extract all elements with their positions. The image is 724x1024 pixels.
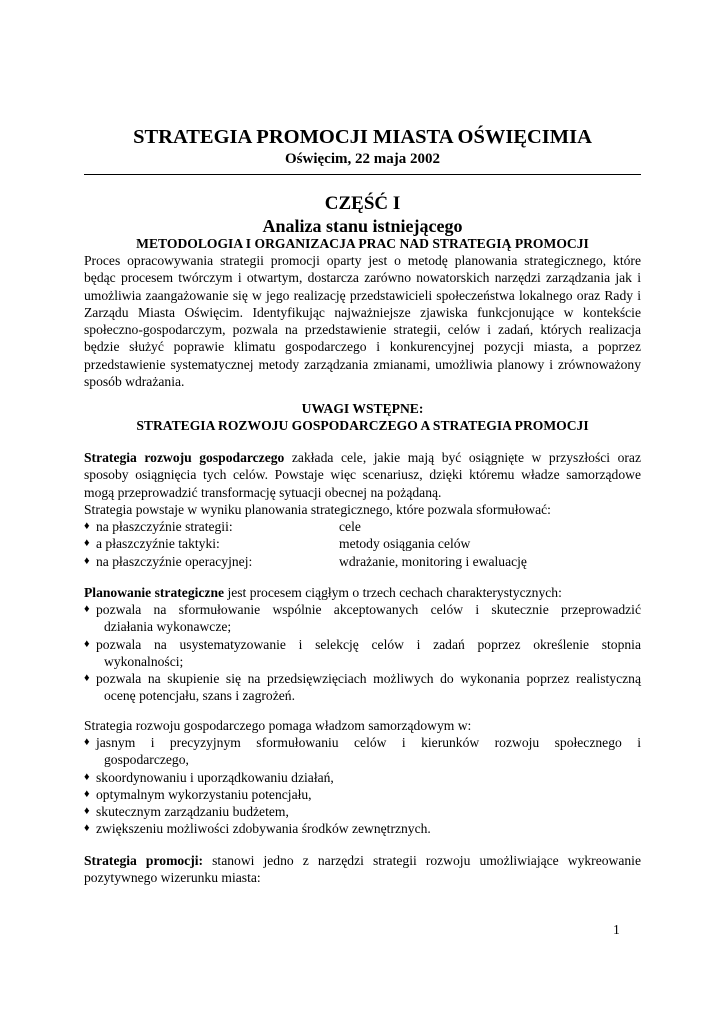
diamond-bullet-icon: ♦ — [84, 805, 90, 818]
diamond-bullet-icon: ♦ — [84, 520, 90, 532]
list-item-line1: optymalnym wykorzystaniu potencjału, — [96, 786, 312, 802]
help-list — [84, 734, 641, 838]
list-item-line1: jasnym i precyzyjnym sformułowaniu celów i kierunków rozwoju społecznego i — [96, 735, 641, 750]
list-item-line2: działania wykonawcze; — [104, 619, 232, 635]
list-item-line1: pozwala na skupienie się na przedsięwzięciach możliwych do wykonania poprzez realistyczną — [96, 671, 641, 687]
list-item — [84, 769, 641, 786]
list-item — [84, 636, 641, 671]
list-item — [84, 601, 641, 636]
section1-heading: METODOLOGIA I ORGANIZACJA PRAC NAD STRATEGIĄ PROMOCJI — [136, 236, 589, 251]
levels-list — [84, 518, 641, 570]
strategy-definition-text: zakłada cele, jakie mają być osiągnięte w przyszłości oraz sposoby osiągnięcia tych celów. Powstaje więc scenariusz, dzięki któremu władze samorządowe mogą przeprowadzić transformację sytuacji obecnej na pożądaną. — [84, 450, 641, 500]
level-label: na płaszczyźnie strategii: — [96, 519, 233, 534]
strategy-term: Strategia rozwoju gospodarczego — [84, 450, 285, 465]
document-title: STRATEGIA PROMOCJI MIASTA OŚWIĘCIMIA — [133, 126, 592, 148]
level-row — [84, 518, 641, 535]
diamond-bullet-icon: ♦ — [84, 637, 90, 650]
list-item-line1: skoordynowaniu i uporządkowaniu działań, — [96, 769, 334, 785]
level-value: wdrażanie, monitoring i ewaluację — [339, 553, 527, 569]
title-divider — [84, 174, 641, 175]
list-item — [84, 670, 641, 705]
diamond-bullet-icon: ♦ — [84, 537, 90, 550]
diamond-bullet-icon: ♦ — [84, 736, 90, 748]
list-item-line1: pozwala na usystematyzowanie i selekcję celów i zadań poprzez określenie stopnia — [96, 636, 641, 652]
section1-paragraph: Proces opracowywania strategii promocji oparty jest o metodę planowania strategicznego, które będąc procesem twórczym i otwartym, dostarcza zarówno nowatorskich narzędzi zarządzania jak i umożliwia zaangażowanie się w jego realizację przedstawicieli społeczeństwa lokalnego oraz Rady i Zarządu Miasta Oświęcim. Identyfikując najważniejsze zjawiska funkcjonujące w kontekście społeczno-gospodarczym, pozwala na przedstawienie strategii, celów i zadań, których realizacja będzie służyć poprawie klimatu gospodarczego i konkurencyjnej pozycji miasta, a poprzez przedstawienie systematycznej metody zarządzania zmianami, umożliwia planowy i zrównoważony sposób wdrażania. — [84, 253, 641, 390]
diamond-bullet-icon: ♦ — [84, 787, 90, 800]
list-item-line1: pozwala na sformułowanie wspólnie akceptowanych celów i skutecznie przeprowadzić — [96, 602, 641, 617]
diamond-bullet-icon: ♦ — [84, 554, 90, 567]
planning-term: Planowanie strategiczne — [84, 585, 225, 600]
level-row — [84, 535, 641, 552]
level-label: na płaszczyźnie operacyjnej: — [96, 553, 253, 569]
part-subheading: Analiza stanu istniejącego — [262, 216, 463, 236]
page-number: 1 — [613, 922, 620, 937]
diamond-bullet-icon: ♦ — [84, 603, 90, 615]
planning-paragraph — [84, 584, 641, 601]
list-item-line2: gospodarczego, — [104, 752, 189, 768]
list-item — [84, 803, 641, 820]
list-item-line1: zwiększeniu możliwości zdobywania środków zewnętrznych. — [96, 821, 431, 837]
promotion-text: stanowi jedno z narzędzi strategii rozwoju umożliwiające wykreowanie pozytywnego wizerunku miasta: — [84, 853, 641, 886]
planning-text: jest procesem ciągłym o trzech cechach charakterystycznych: — [224, 585, 562, 600]
level-label: a płaszczyźnie taktyki: — [96, 536, 220, 552]
strategy-definition-paragraph — [84, 449, 641, 501]
level-value: cele — [339, 519, 361, 534]
list-item — [84, 820, 641, 837]
diamond-bullet-icon: ♦ — [84, 672, 90, 685]
help-paragraph: Strategia rozwoju gospodarczego pomaga władzom samorządowym w: — [84, 718, 472, 733]
planning-list — [84, 601, 641, 705]
section2-heading-line1: UWAGI WSTĘPNE: — [301, 401, 424, 416]
strategy-formulation-paragraph: Strategia powstaje w wyniku planowania strategicznego, które pozwala sformułować: — [84, 502, 551, 517]
list-item-line2: wykonalności; — [104, 653, 184, 669]
level-value: metody osiągania celów — [339, 536, 471, 552]
list-item — [84, 786, 641, 803]
promotion-paragraph — [84, 852, 641, 887]
list-item-line1: skutecznym zarządzaniu budżetem, — [96, 804, 289, 820]
list-item-line2: ocenę potencjału, szans i zagrożeń. — [104, 688, 295, 704]
document-subtitle: Oświęcim, 22 maja 2002 — [285, 151, 440, 167]
diamond-bullet-icon: ♦ — [84, 822, 90, 835]
section2-heading-line2: STRATEGIA ROZWOJU GOSPODARCZEGO A STRATEGIA PROMOCJI — [136, 418, 589, 433]
promotion-term: Strategia promocji: — [84, 853, 204, 868]
list-item — [84, 734, 641, 769]
part-heading: CZĘŚĆ I — [324, 193, 401, 214]
level-row — [84, 553, 641, 570]
diamond-bullet-icon: ♦ — [84, 770, 90, 783]
